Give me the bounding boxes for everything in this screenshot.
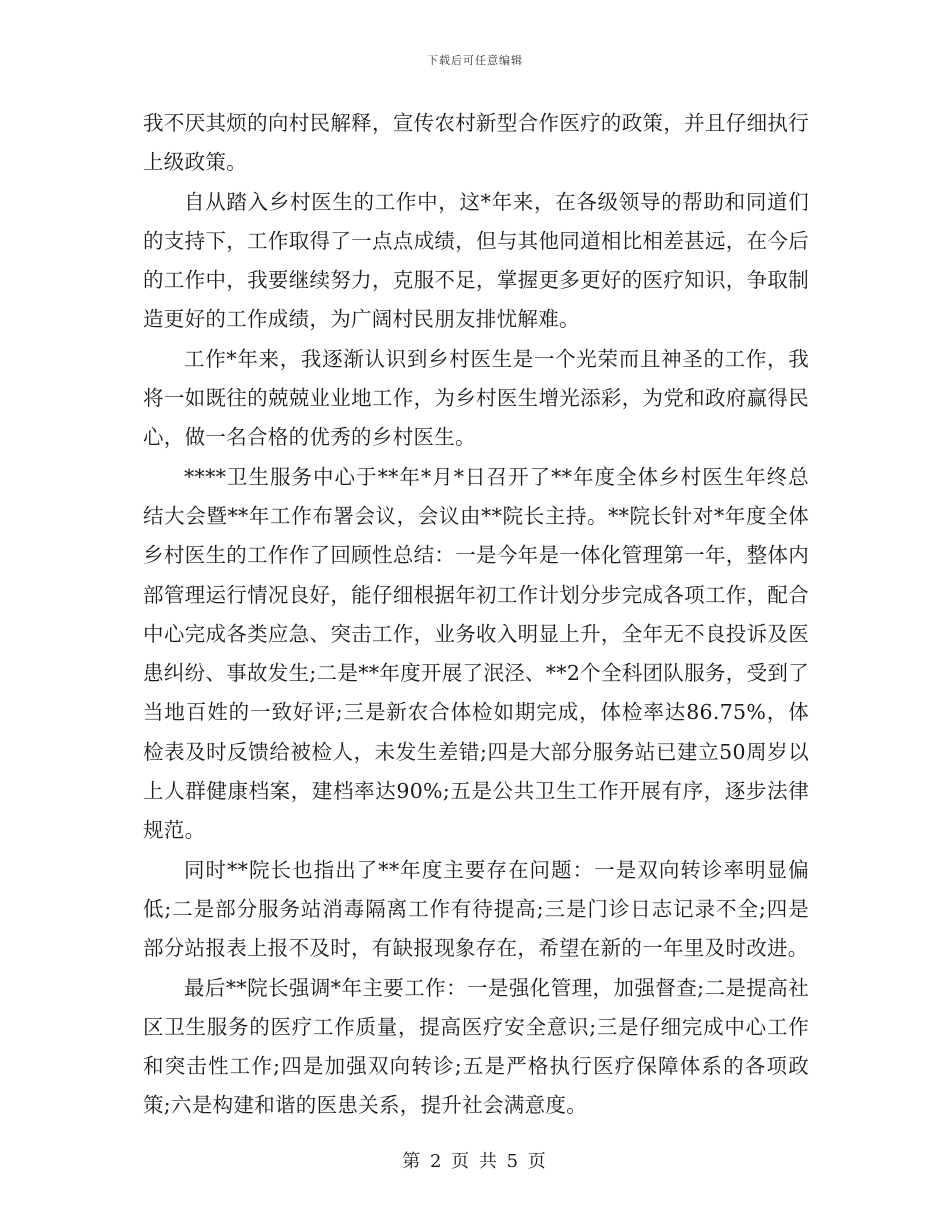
paragraph: 同时**院长也指出了**年度主要存在问题：一是双向转诊率明显偏低;二是部分服务站消毒隔离工作有待提高;三是门诊日志记录不全;四是部分站报表上报不及时，有缺报现象存在，希望在新的一年里及时改进。 — [143, 857, 809, 961]
paragraph: 最后**院长强调*年主要工作：一是强化管理，加强督查;二是提高社区卫生服务的医疗工作质量，提高医疗安全意识;三是仔细完成中心工作和突击性工作;四是加强双向转诊;五是严格执行医疗保障体系的各项政策;六是构建和谐的医患关系，提升社会满意度。 — [143, 975, 809, 1118]
paragraph-continuation: 我不厌其烦的向村民解释，宣传农村新型合作医疗的政策，并且仔细执行上级政策。 — [143, 111, 809, 175]
page-header: 下载后可任意编辑 — [427, 54, 523, 67]
paragraph: ****卫生服务中心于**年*月*日召开了**年度全体乡村医生年终总结大会暨**年工作布署会议，会议由**院长主持。**院长针对*年度全体乡村医生的工作作了回顾性总结：一是今年是一体化管理第一年，整体内部管理运行情况良好，能仔细根据年初工作计划分步完成各项工作，配合中心完成各类应急、突击工作，业务收入明显上升，全年无不良投诉及医患纠纷、事故发生;二是**年度开展了泯泾、**2个全科团队服务，受到了当地百姓的一致好评;三是新农合体检如期完成，体检率达86.75%，体检表及时反馈给被检人，未发生差错;四是大部分服务站已建立50周岁以上人群健康档案，建档率达90%;五是公共卫生工作开展有序，逐步法律规范。 — [143, 464, 809, 843]
paragraph: 工作*年来，我逐渐认识到乡村医生是一个光荣而且神圣的工作，我将一如既往的兢兢业业地工作，为乡村医生增光添彩，为党和政府赢得民心，做一名合格的优秀的乡村医生。 — [143, 346, 809, 450]
paragraph: 自从踏入乡村医生的工作中，这*年来，在各级领导的帮助和同道们的支持下，工作取得了一点点成绩，但与其他同道相比相差甚远，在今后的工作中，我要继续努力，克服不足，掌握更多更好的医疗知识，争取制造更好的工作成绩，为广阔村民朋友排忧解难。 — [143, 189, 809, 332]
document-body — [143, 104, 809, 1126]
page-number-footer: 第 2 页 共 5 页 — [402, 1151, 548, 1172]
